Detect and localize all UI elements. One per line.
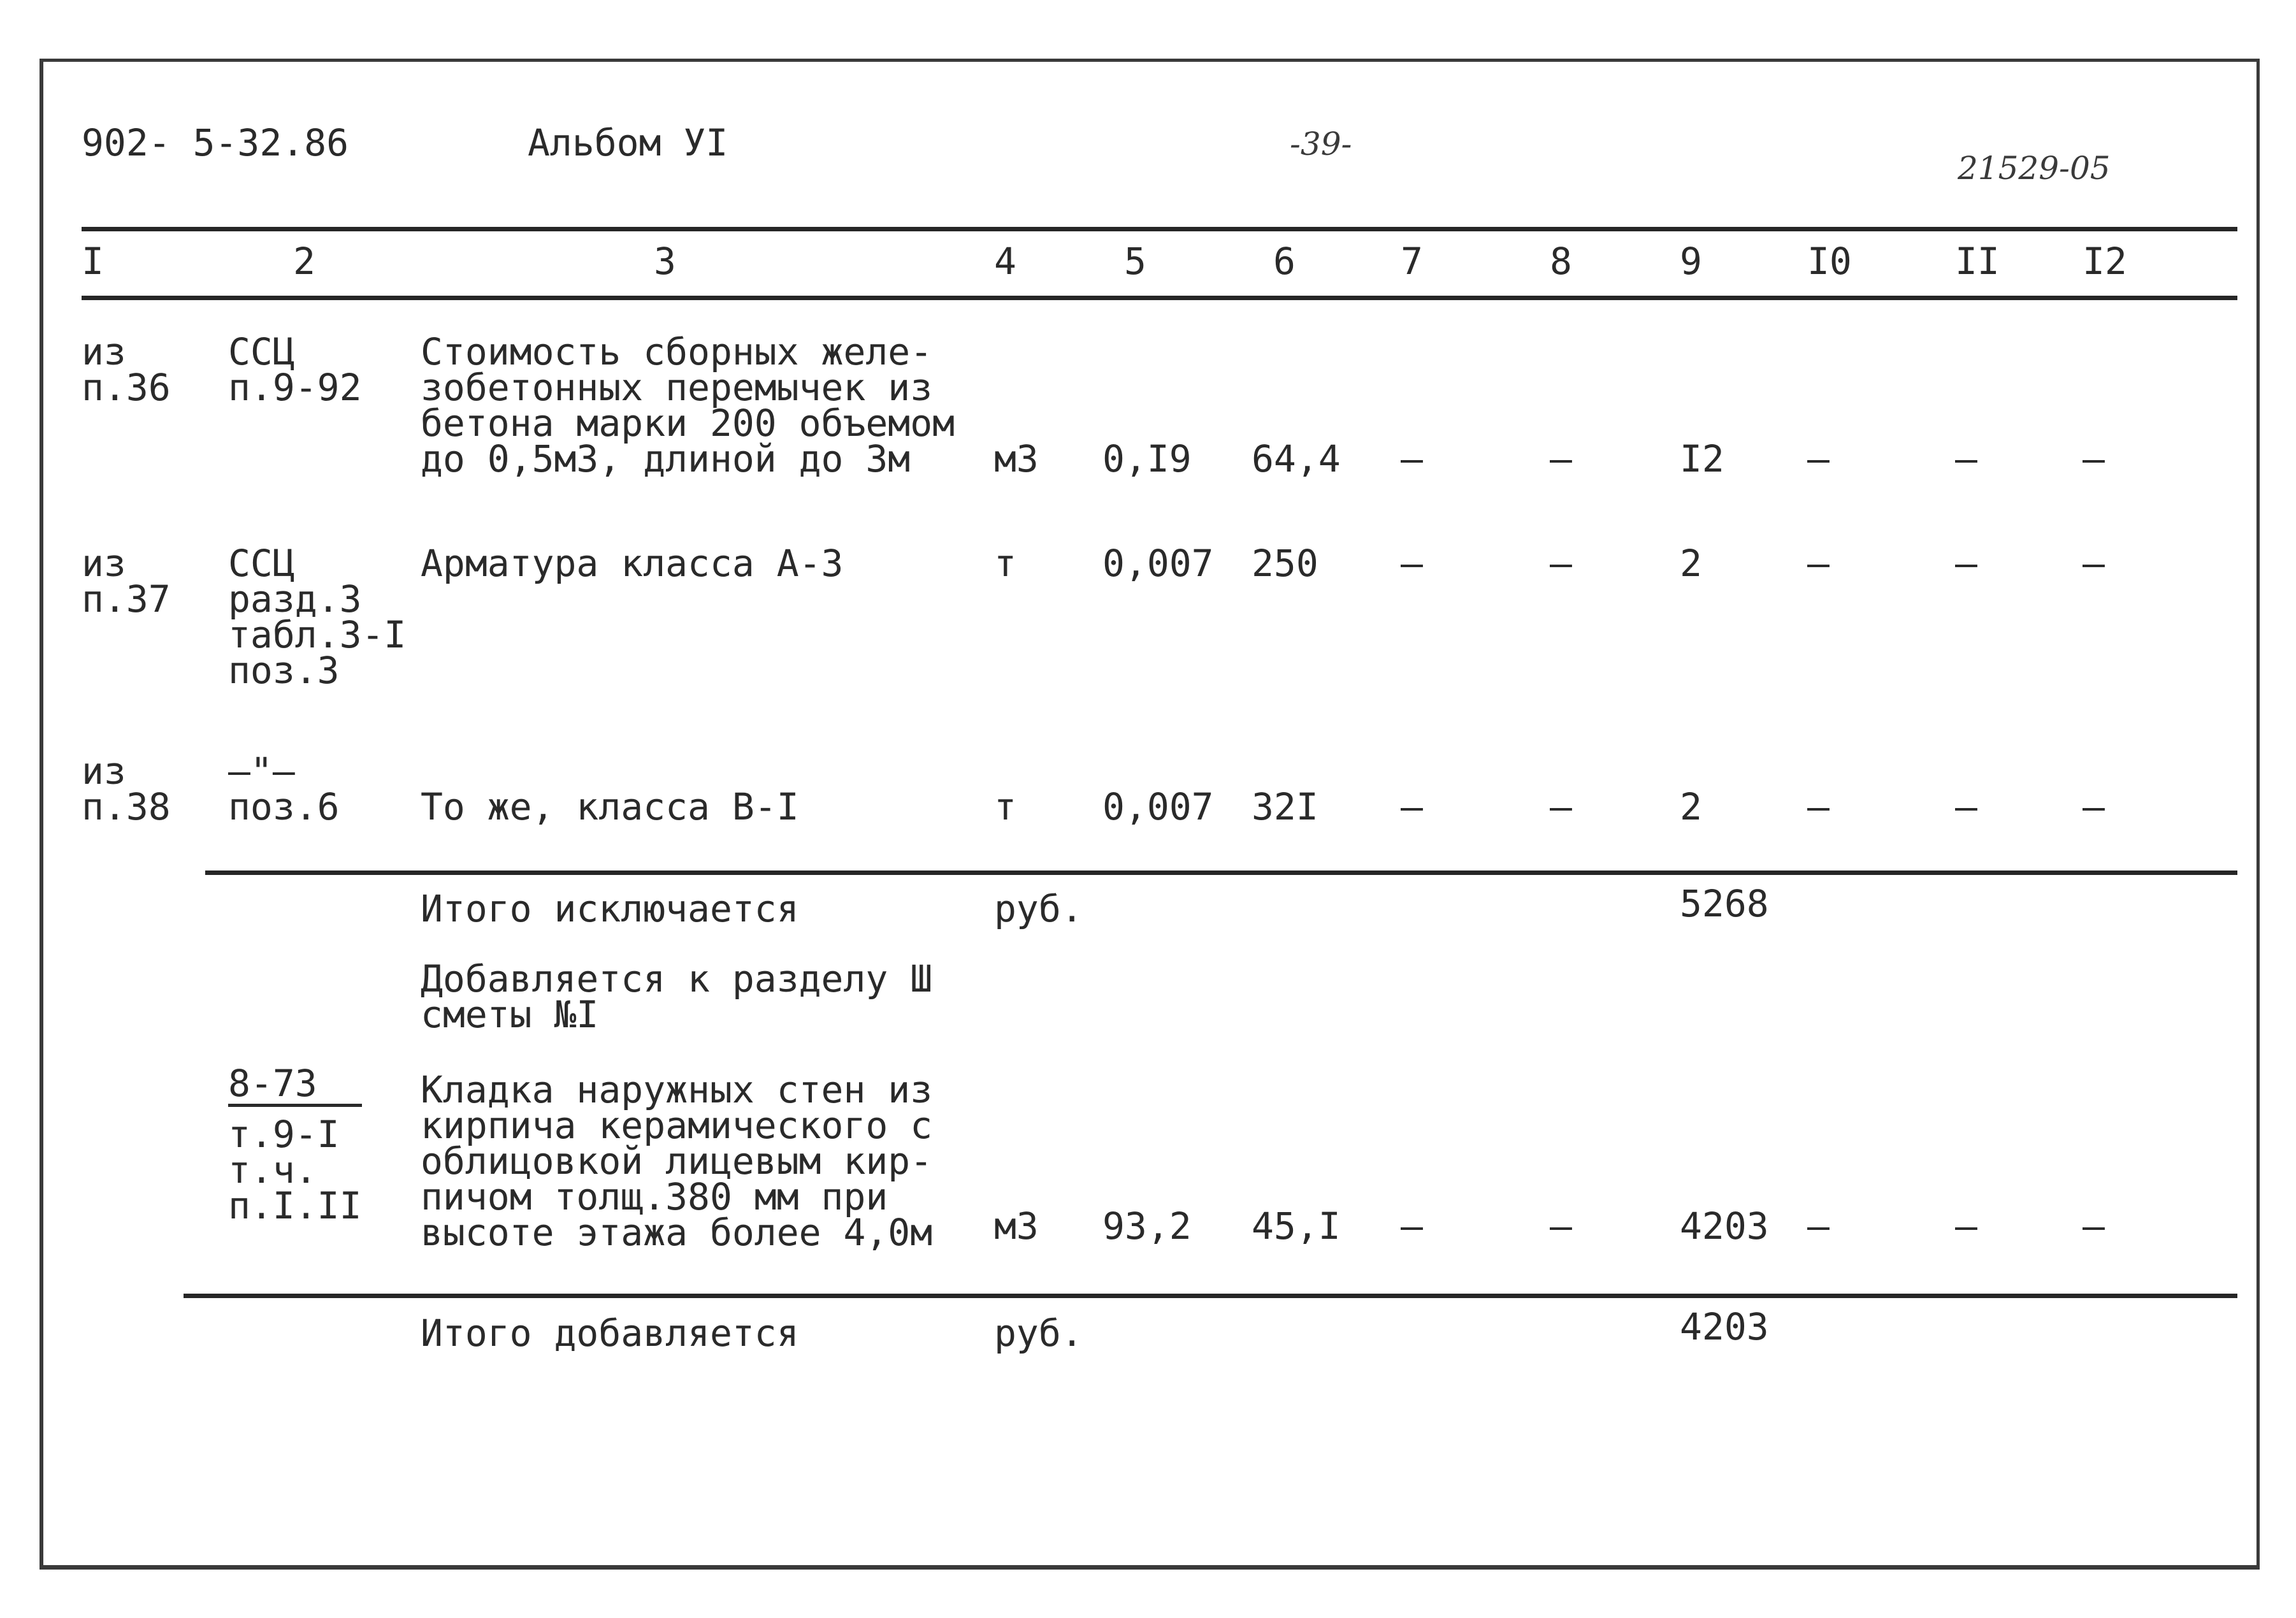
row2-description: Арматура класса А-3 [421, 542, 844, 585]
row3-unit: т [994, 785, 1016, 828]
row3-col11: – [1955, 785, 1977, 828]
col-header-2: 2 [293, 240, 315, 283]
row1-col7: – [1401, 437, 1423, 480]
col-header-12: I2 [2083, 240, 2127, 283]
added-row-col11: – [1955, 1204, 1977, 1248]
row3-description: То же, класса В-I [421, 785, 799, 828]
row2-qty: 0,007 [1102, 542, 1214, 585]
row2-code: ССЦ разд.3 табл.3-I поз.3 [228, 542, 407, 692]
row2-unit: т [994, 542, 1016, 585]
row1-qty: 0,I9 [1102, 437, 1192, 480]
col-header-8: 8 [1550, 240, 1572, 283]
row1-price: 64,4 [1252, 437, 1341, 480]
total-added-label: Итого добавляется [421, 1311, 799, 1355]
total-excluded-value: 5268 [1680, 882, 1769, 925]
row3-col12: – [2083, 785, 2105, 828]
row1-code: ССЦ п.9-92 [228, 330, 362, 409]
row1-ref: из п.36 [82, 330, 171, 409]
total-added-unit: руб. [994, 1311, 1083, 1355]
header-top-rule [82, 227, 2237, 231]
added-row-description: Кладка наружных стен из кирпича керамического с облицовкой лицевым кир- пичом толщ.380 мм при высоте этажа более 4,0м [421, 1068, 933, 1254]
col-header-4: 4 [994, 240, 1016, 283]
row3-col7: – [1401, 785, 1423, 828]
col-header-9: 9 [1680, 240, 1702, 283]
total-added-value: 4203 [1680, 1305, 1769, 1348]
section-note: Добавляется к разделу Ш сметы №I [421, 957, 933, 1036]
added-row-col7: – [1401, 1204, 1423, 1248]
row3-price: 32I [1252, 785, 1318, 828]
col-header-5: 5 [1124, 240, 1146, 283]
total-excluded-rule [205, 870, 2237, 875]
total-excluded-label: Итого исключается [421, 887, 799, 930]
page-number: -39- [1290, 126, 1352, 163]
row2-ref: из п.37 [82, 542, 171, 621]
col-header-11: II [1955, 240, 2000, 283]
row2-price: 250 [1252, 542, 1318, 585]
added-row-col12: – [2083, 1204, 2105, 1248]
added-row-col10: – [1807, 1204, 1830, 1248]
row2-col8: – [1550, 542, 1572, 585]
added-row-col9: 4203 [1680, 1204, 1769, 1248]
row1-col12: – [2083, 437, 2105, 480]
row3-code: поз.6 [228, 785, 340, 828]
row3-col8: – [1550, 785, 1572, 828]
row1-description: Стоимость сборных желе- зобетонных перемычек из бетона марки 200 объемом до 0,5м3, длиной до 3м [421, 330, 955, 480]
document-code: 902- 5-32.86 [82, 121, 349, 164]
added-row-qty: 93,2 [1102, 1204, 1192, 1248]
col-header-7: 7 [1401, 240, 1423, 283]
row1-col10: – [1807, 437, 1830, 480]
album-label: Альбом УI [528, 121, 728, 164]
archive-number: 21529-05 [1958, 150, 2111, 187]
row1-col9: I2 [1680, 437, 1724, 480]
total-added-rule [184, 1294, 2237, 1298]
row2-col7: – [1401, 542, 1423, 585]
row2-col11: – [1955, 542, 1977, 585]
added-row-col8: – [1550, 1204, 1572, 1248]
col-header-6: 6 [1273, 240, 1296, 283]
added-row-code-main: 8-73 [228, 1065, 362, 1107]
row3-ref: из п.38 [82, 749, 171, 828]
header-bottom-rule [82, 296, 2237, 300]
total-excluded-unit: руб. [994, 887, 1083, 930]
row1-unit: м3 [994, 437, 1039, 480]
col-header-1: I [82, 240, 104, 283]
row3-col10: – [1807, 785, 1830, 828]
row2-col9: 2 [1680, 542, 1702, 585]
row3-col9: 2 [1680, 785, 1702, 828]
added-row-code-sub: т.9-I т.ч. п.I.II [228, 1113, 362, 1227]
row1-col8: – [1550, 437, 1572, 480]
added-row-price: 45,I [1252, 1204, 1341, 1248]
col-header-3: 3 [654, 240, 676, 283]
row2-col10: – [1807, 542, 1830, 585]
row3-qty: 0,007 [1102, 785, 1214, 828]
col-header-10: I0 [1807, 240, 1852, 283]
row1-col11: – [1955, 437, 1977, 480]
row2-col12: – [2083, 542, 2105, 585]
row3-code-ditto: –"– [228, 749, 295, 793]
added-row-unit: м3 [994, 1204, 1039, 1248]
